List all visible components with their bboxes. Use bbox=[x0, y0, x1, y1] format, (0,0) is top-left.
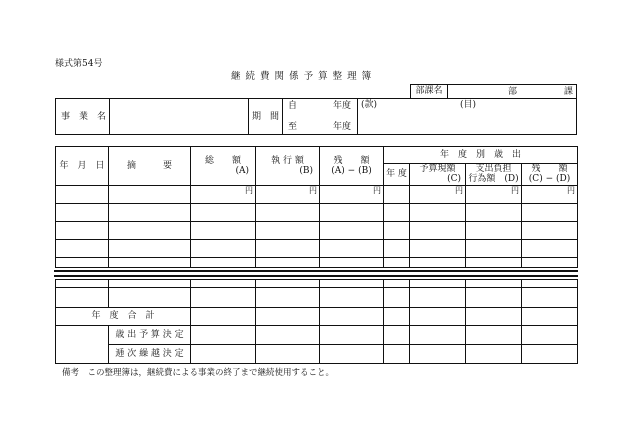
period-label: 期 間 bbox=[252, 112, 280, 122]
break-line bbox=[54, 270, 578, 272]
table-row bbox=[56, 257, 578, 267]
dept-table bbox=[410, 84, 577, 99]
table-row bbox=[56, 203, 578, 221]
form-number: 様式第54号 bbox=[55, 59, 103, 69]
break-line bbox=[54, 275, 578, 277]
dept-bu: 部 bbox=[508, 87, 518, 97]
col-remain: 残 額 (A) − (B) bbox=[320, 147, 384, 186]
project-name-value[interactable] bbox=[115, 113, 243, 125]
dept-value-cell[interactable] bbox=[448, 85, 577, 99]
kan-label: (款) bbox=[361, 100, 378, 110]
period-to-year: 年度 bbox=[333, 122, 352, 132]
dept-ka: 課 bbox=[564, 87, 574, 97]
project-label: 事 業 名 bbox=[61, 112, 107, 122]
footnote: 備考 この整理簿は，継続費による事業の終了まで継続使用すること。 bbox=[62, 368, 335, 378]
ledger-table-bottom bbox=[55, 279, 578, 364]
yen-unit[interactable]: 円 bbox=[191, 185, 256, 203]
carryover-decision-row bbox=[56, 345, 578, 364]
col-budget: 予算現額 (C) bbox=[410, 164, 466, 186]
col-total: 総 額 (A) bbox=[191, 147, 256, 186]
col-summary: 摘 要 bbox=[109, 147, 191, 186]
ledger-table-top bbox=[55, 146, 578, 268]
yen-unit[interactable]: 円 bbox=[522, 185, 578, 203]
yen-unit[interactable]: 円 bbox=[466, 185, 522, 203]
col-exec: 執 行 額 (B) bbox=[256, 147, 320, 186]
period-from-year: 年度 bbox=[333, 101, 352, 111]
col-date: 年 月 日 bbox=[56, 147, 109, 186]
table-row bbox=[56, 239, 578, 257]
period-from: 自 bbox=[288, 101, 298, 111]
table-row bbox=[56, 185, 578, 203]
table-row bbox=[56, 288, 578, 308]
budget-decision-row bbox=[56, 326, 578, 345]
year-total-row bbox=[56, 308, 578, 326]
col-annual: 年 度 別 歳 出 bbox=[384, 147, 578, 164]
table-row bbox=[56, 221, 578, 239]
col-remain2: 残 額 (C) − (D) bbox=[522, 164, 578, 186]
yen-unit[interactable]: 円 bbox=[410, 185, 466, 203]
form-title: 継 続 費 関 係 予 算 整 理 簿 bbox=[231, 71, 373, 82]
col-commit: 支出負担 行為額 (D) bbox=[466, 164, 522, 186]
moku-label: (目) bbox=[460, 100, 477, 110]
col-fiscal-year: 年 度 bbox=[384, 164, 410, 186]
budget-decision-label: 歳 出 予 算 決 定 bbox=[109, 326, 191, 345]
dept-label: 部課名 bbox=[411, 85, 448, 99]
period-to: 至 bbox=[288, 122, 298, 132]
year-total-label: 年 度 合 計 bbox=[56, 308, 191, 326]
yen-unit[interactable]: 円 bbox=[320, 185, 384, 203]
yen-unit[interactable]: 円 bbox=[256, 185, 320, 203]
carryover-decision-label: 逓 次 繰 越 決 定 bbox=[109, 345, 191, 364]
table-row bbox=[56, 280, 578, 288]
